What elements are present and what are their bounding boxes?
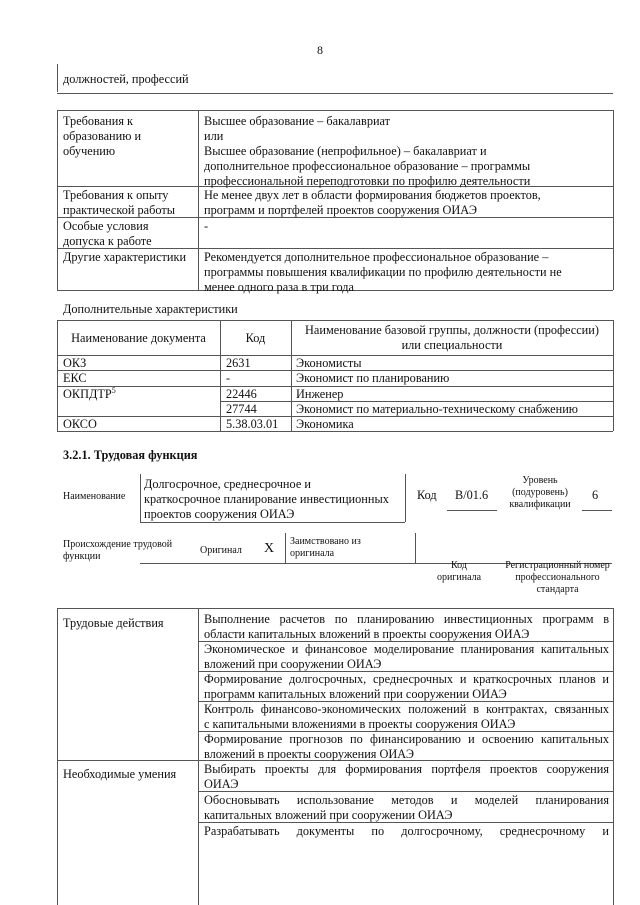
table-continuation: должностей, профессий — [63, 72, 189, 86]
skills-label: Необходимые умения — [63, 767, 177, 781]
table-row-doc: ЕКС — [63, 371, 87, 385]
table-row-code: 2631 — [226, 356, 251, 370]
original-mark: X — [264, 541, 275, 556]
experience-requirements-label: Требования к опыту практической работы — [63, 188, 175, 217]
additional-characteristics-title: Дополнительные характеристики — [63, 302, 238, 316]
labor-action-item: Выполнение расчетов по планированию инвестиционных программ в области капитальных вложений в проекты сооружения ОИАЭ — [204, 612, 609, 641]
special-conditions-value: - — [204, 219, 209, 233]
education-requirements-value: Высшее образование – бакалавриат или Высшее образование (непрофильное) – бакалавриат и дополнительное профессиональное образование – программы профессиональной переподготовки по профилю деятельности — [204, 114, 531, 188]
table-row-name: Экономика — [296, 417, 354, 431]
borrowed-label: Заимствовано из оригинала — [290, 536, 361, 559]
qualification-level-value: 6 — [592, 488, 599, 502]
table-row-doc: ОКЗ — [63, 356, 87, 370]
original-code-label: Код оригинала — [436, 560, 482, 583]
table-row-name: Инженер — [296, 387, 344, 401]
registration-number-label: Регистрационный номер профессионального стандарта — [505, 560, 610, 595]
table-row-doc: ОКПДТР$^5$ — [63, 385, 116, 401]
education-requirements-label: Требования к образованию и обучению — [63, 114, 142, 158]
table-row-code: 27744 — [226, 402, 257, 416]
special-conditions-label: Особые условия допуска к работе — [63, 219, 152, 248]
code-value: В/01.6 — [455, 488, 489, 502]
skill-item: Разрабатывать документы по долгосрочному, среднесрочному и — [204, 824, 609, 838]
labor-action-item: Экономическое и финансовое моделирование планирования капитальных вложений при сооружении ОИАЭ — [204, 642, 609, 671]
name-value: Долгосрочное, среднесрочное и краткосрочное планирование инвестиционных проектов сооружения ОИАЭ — [144, 477, 389, 521]
code-label: Код — [417, 488, 437, 502]
table-row-name: Экономист по планированию — [296, 371, 450, 385]
header-document-name: Наименование документа — [71, 331, 206, 345]
table-row-code: 22446 — [226, 387, 257, 401]
section-title: 3.2.1. Трудовая функция — [63, 448, 198, 462]
table-row-code: 5.38.03.01 — [226, 417, 279, 431]
name-label: Наименование — [63, 491, 126, 502]
other-characteristics-value: Рекомендуется дополнительное профессиональное образование – программы повышения квалификации по профилю деятельности не менее одного раза в три года — [204, 250, 562, 294]
footnote-ref: 5 — [111, 385, 116, 395]
labor-action-item: Контроль финансово-экономических положений в контрактах, связанных с капитальными вложениями в проекты сооружения ОИАЭ — [204, 702, 609, 731]
table-row-name: Экономист по материально-техническому снабжению — [296, 402, 578, 416]
skill-item: Выбирать проекты для формирования портфеля проектов сооружения ОИАЭ — [204, 762, 609, 791]
labor-action-item: Формирование прогнозов по финансированию и освоению капитальных вложений в проекты сооружения ОИАЭ — [204, 732, 609, 761]
page-number: 8 — [317, 43, 323, 57]
origin-label: Происхождение трудовой функции — [63, 539, 173, 562]
original-label: Оригинал — [200, 545, 242, 556]
qualification-level-label: Уровень (подуровень) квалификации — [509, 475, 571, 510]
table-row-name: Экономисты — [296, 356, 362, 370]
header-code: Код — [245, 331, 266, 345]
labor-action-item: Формирование долгосрочных, среднесрочных и краткосрочных планов и программ капитальных вложений при сооружении ОИАЭ — [204, 672, 609, 701]
table-row-doc: ОКСО — [63, 417, 97, 431]
experience-requirements-value: Не менее двух лет в области формирования бюджетов проектов, программ и портфелей проектов сооружения ОИАЭ — [204, 188, 541, 217]
labor-actions-label: Трудовые действия — [63, 616, 164, 630]
skill-item: Обосновывать использование методов и моделей планирования капитальных вложений при сооружении ОИАЭ — [204, 793, 609, 822]
header-base-group: Наименование базовой группы, должности (профессии) или специальности — [305, 323, 599, 352]
other-characteristics-label: Другие характеристики — [63, 250, 187, 264]
table-row-code: - — [226, 371, 231, 385]
